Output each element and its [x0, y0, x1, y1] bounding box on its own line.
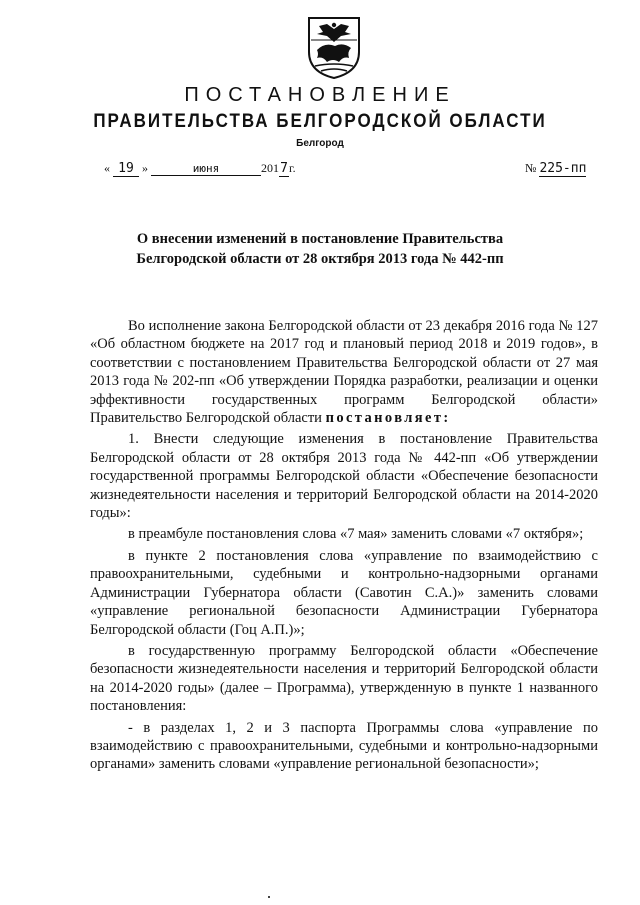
scan-speck [268, 896, 270, 898]
date-year-prefix: 201 [261, 161, 279, 175]
issuing-authority: ПРАВИТЕЛЬСТВА БЕЛГОРОДСКОЙ ОБЛАСТИ [93, 109, 547, 132]
document-title: О внесении изменений в постановление Правительства Белгородской области от 28 октября 2013 года № 442-пп [136, 231, 504, 267]
paragraph-2: в преамбуле постановления слова «7 мая» заменить словами «7 октября»; [128, 526, 584, 543]
date-year-unit: г. [289, 161, 296, 175]
paragraph-3: в пункте 2 постановления слова «управление по взаимодействию с правоохранительными, судебными и контрольно-надзорными органами Администрации Губернатора области (Савотин С.А.)» заменить словами «управление региональной безопасности Администрации Губернатора Белгородской области (Гоц А.П.)»; [90, 547, 598, 638]
document-body [90, 317, 598, 774]
paragraph-1: 1. Внести следующие изменения в постановление Правительства Белгородской области от 28 октября 2013 года № 442-пп «Об утверждении государственной программы Белгородской области «Обеспечение безопасности жизнедеятельности населения и территорий Белгородской области на 2014-2020 годы»: [90, 431, 598, 522]
number-value: 225-пп [539, 161, 587, 176]
date-day: 19 [113, 161, 139, 177]
number-prefix: № [525, 161, 537, 175]
paragraph-4: в государственную программу Белгородской области «Обеспечение безопасности жизнедеятельности населения и территорий Белгородской области на 2014-2020 годы» (далее – Программа), утвержденную в пункте 1 названного постановления: [90, 642, 598, 715]
date-open-quote: « [104, 161, 110, 175]
document-date [104, 161, 296, 177]
document-type: ПОСТАНОВЛЕНИЕ [184, 84, 456, 106]
coat-of-arms-icon [305, 16, 363, 80]
city-name: Белгород [296, 138, 344, 149]
preamble-text: Во исполнение закона Белгородской области от 23 декабря 2016 года № 127 «Об областном бюджете на 2017 год и плановый период 2018 и 2019 годов», в соответствии с постановлением Правительства Белгородской области от 27 мая 2013 года № 202-пп «Об утверждении Порядка разработки, реализации и оценки эффективности государственных программ Белгородской области» Правительство Белгородской области [90, 318, 598, 427]
date-year-suffix: 7 [280, 161, 288, 176]
resolves-word: постановляет: [325, 410, 451, 427]
document-number [525, 161, 586, 177]
paragraph-5: - в разделах 1, 2 и 3 паспорта Программы слова «управление по взаимодействию с правоохранительными, судебными и контрольно-надзорными органами» заменить словами «управление региональной безопасности»; [90, 719, 598, 773]
date-close-quote: » [142, 161, 148, 175]
paragraph-preamble [90, 317, 598, 427]
date-month: июня [151, 162, 261, 176]
